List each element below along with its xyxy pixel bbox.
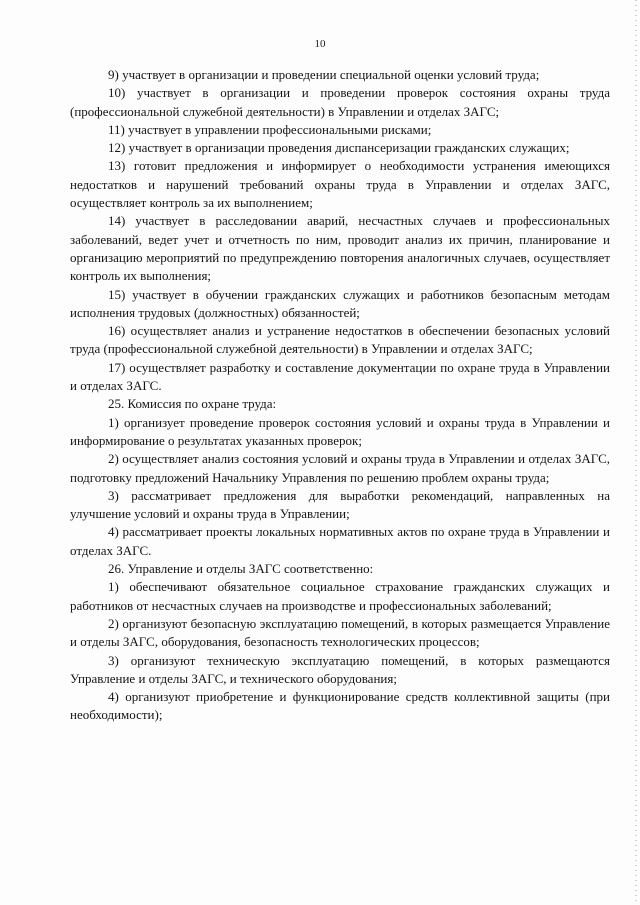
list-item: 9) участвует в организации и проведении специальной оценки условий труда;	[108, 67, 540, 82]
list-item: 1) организует проведение проверок состояния условий и охраны труда в Управлении и информирование о результатах указанных проверок;	[70, 414, 610, 448]
list-item: 11) участвует в управлении профессиональными рисками;	[108, 121, 432, 137]
list-item: 2) организуют безопасную эксплуатацию помещений, в которых размещается Управление и отделы ЗАГС, оборудования, безопасность технологических процессов;	[70, 615, 610, 650]
list-item: 12) участвует в организации проведения диспансеризации гражданских служащих;	[108, 140, 570, 156]
list-item: 3) организуют техническую эксплуатацию помещений, в которых размещаются Управление и отделы ЗАГС, и технического оборудования;	[70, 652, 610, 686]
list-item: 3) рассматривает предложения для выработки рекомендаций, направленных на улучшение условий и охраны труда в Управлении;	[70, 487, 610, 522]
list-item: 14) участвует в расследовании аварий, несчастных случаев и профессиональных заболеваний, ведет учет и отчетность по ним, проводит анализ их причин, планирование и организацию мероприятий по предупреждению повторения аналогичных случаев, осуществляет контроль их выполнения;	[70, 213, 610, 284]
list-item: 4) организуют приобретение и функционирование средств коллективной защиты (при необходимости);	[70, 689, 610, 723]
scan-edge-artifact	[635, 0, 637, 905]
list-item: 4) рассматривает проекты локальных нормативных актов по охране труда в Управлении и отделах ЗАГС.	[70, 524, 610, 558]
list-item: 13) готовит предложения и информирует о необходимости устранения имеющихся недостатков и нарушений требований охраны труда в Управлении и отделах ЗАГС, осуществляет контроль за их выполнением;	[70, 158, 610, 211]
section-heading: 26. Управление и отделы ЗАГС соответственно:	[108, 561, 374, 577]
list-item: 2) осуществляет анализ состояния условий и охраны труда в Управлении и отделах ЗАГС, подготовку предложений Начальнику Управления по решению проблем охраны труда;	[70, 451, 610, 485]
list-item: 15) участвует в обучении гражданских служащих и работников безопасным методам исполнения трудовых (должностных) обязанностей;	[70, 286, 610, 320]
page-number: 10	[314, 38, 326, 50]
section-heading: 25. Комиссия по охране труда:	[108, 396, 277, 412]
list-item: 16) осуществляет анализ и устранение недостатков в обеспечении безопасных условий труда (профессиональной служебной деятельности) в Управлении и отделах ЗАГС;	[70, 323, 610, 357]
list-item: 17) осуществляет разработку и составление документации по охране труда в Управлении и отделах ЗАГС.	[70, 359, 610, 394]
list-item: 10) участвует в организации и проведении проверок состояния охраны труда (профессиональной служебной деятельности) в Управлении и отделах ЗАГС;	[70, 85, 610, 119]
document-body	[70, 66, 610, 725]
list-item: 1) обеспечивают обязательное социальное страхование гражданских служащих и работников от несчастных случаев на производстве и профессиональных заболеваний;	[70, 579, 610, 613]
